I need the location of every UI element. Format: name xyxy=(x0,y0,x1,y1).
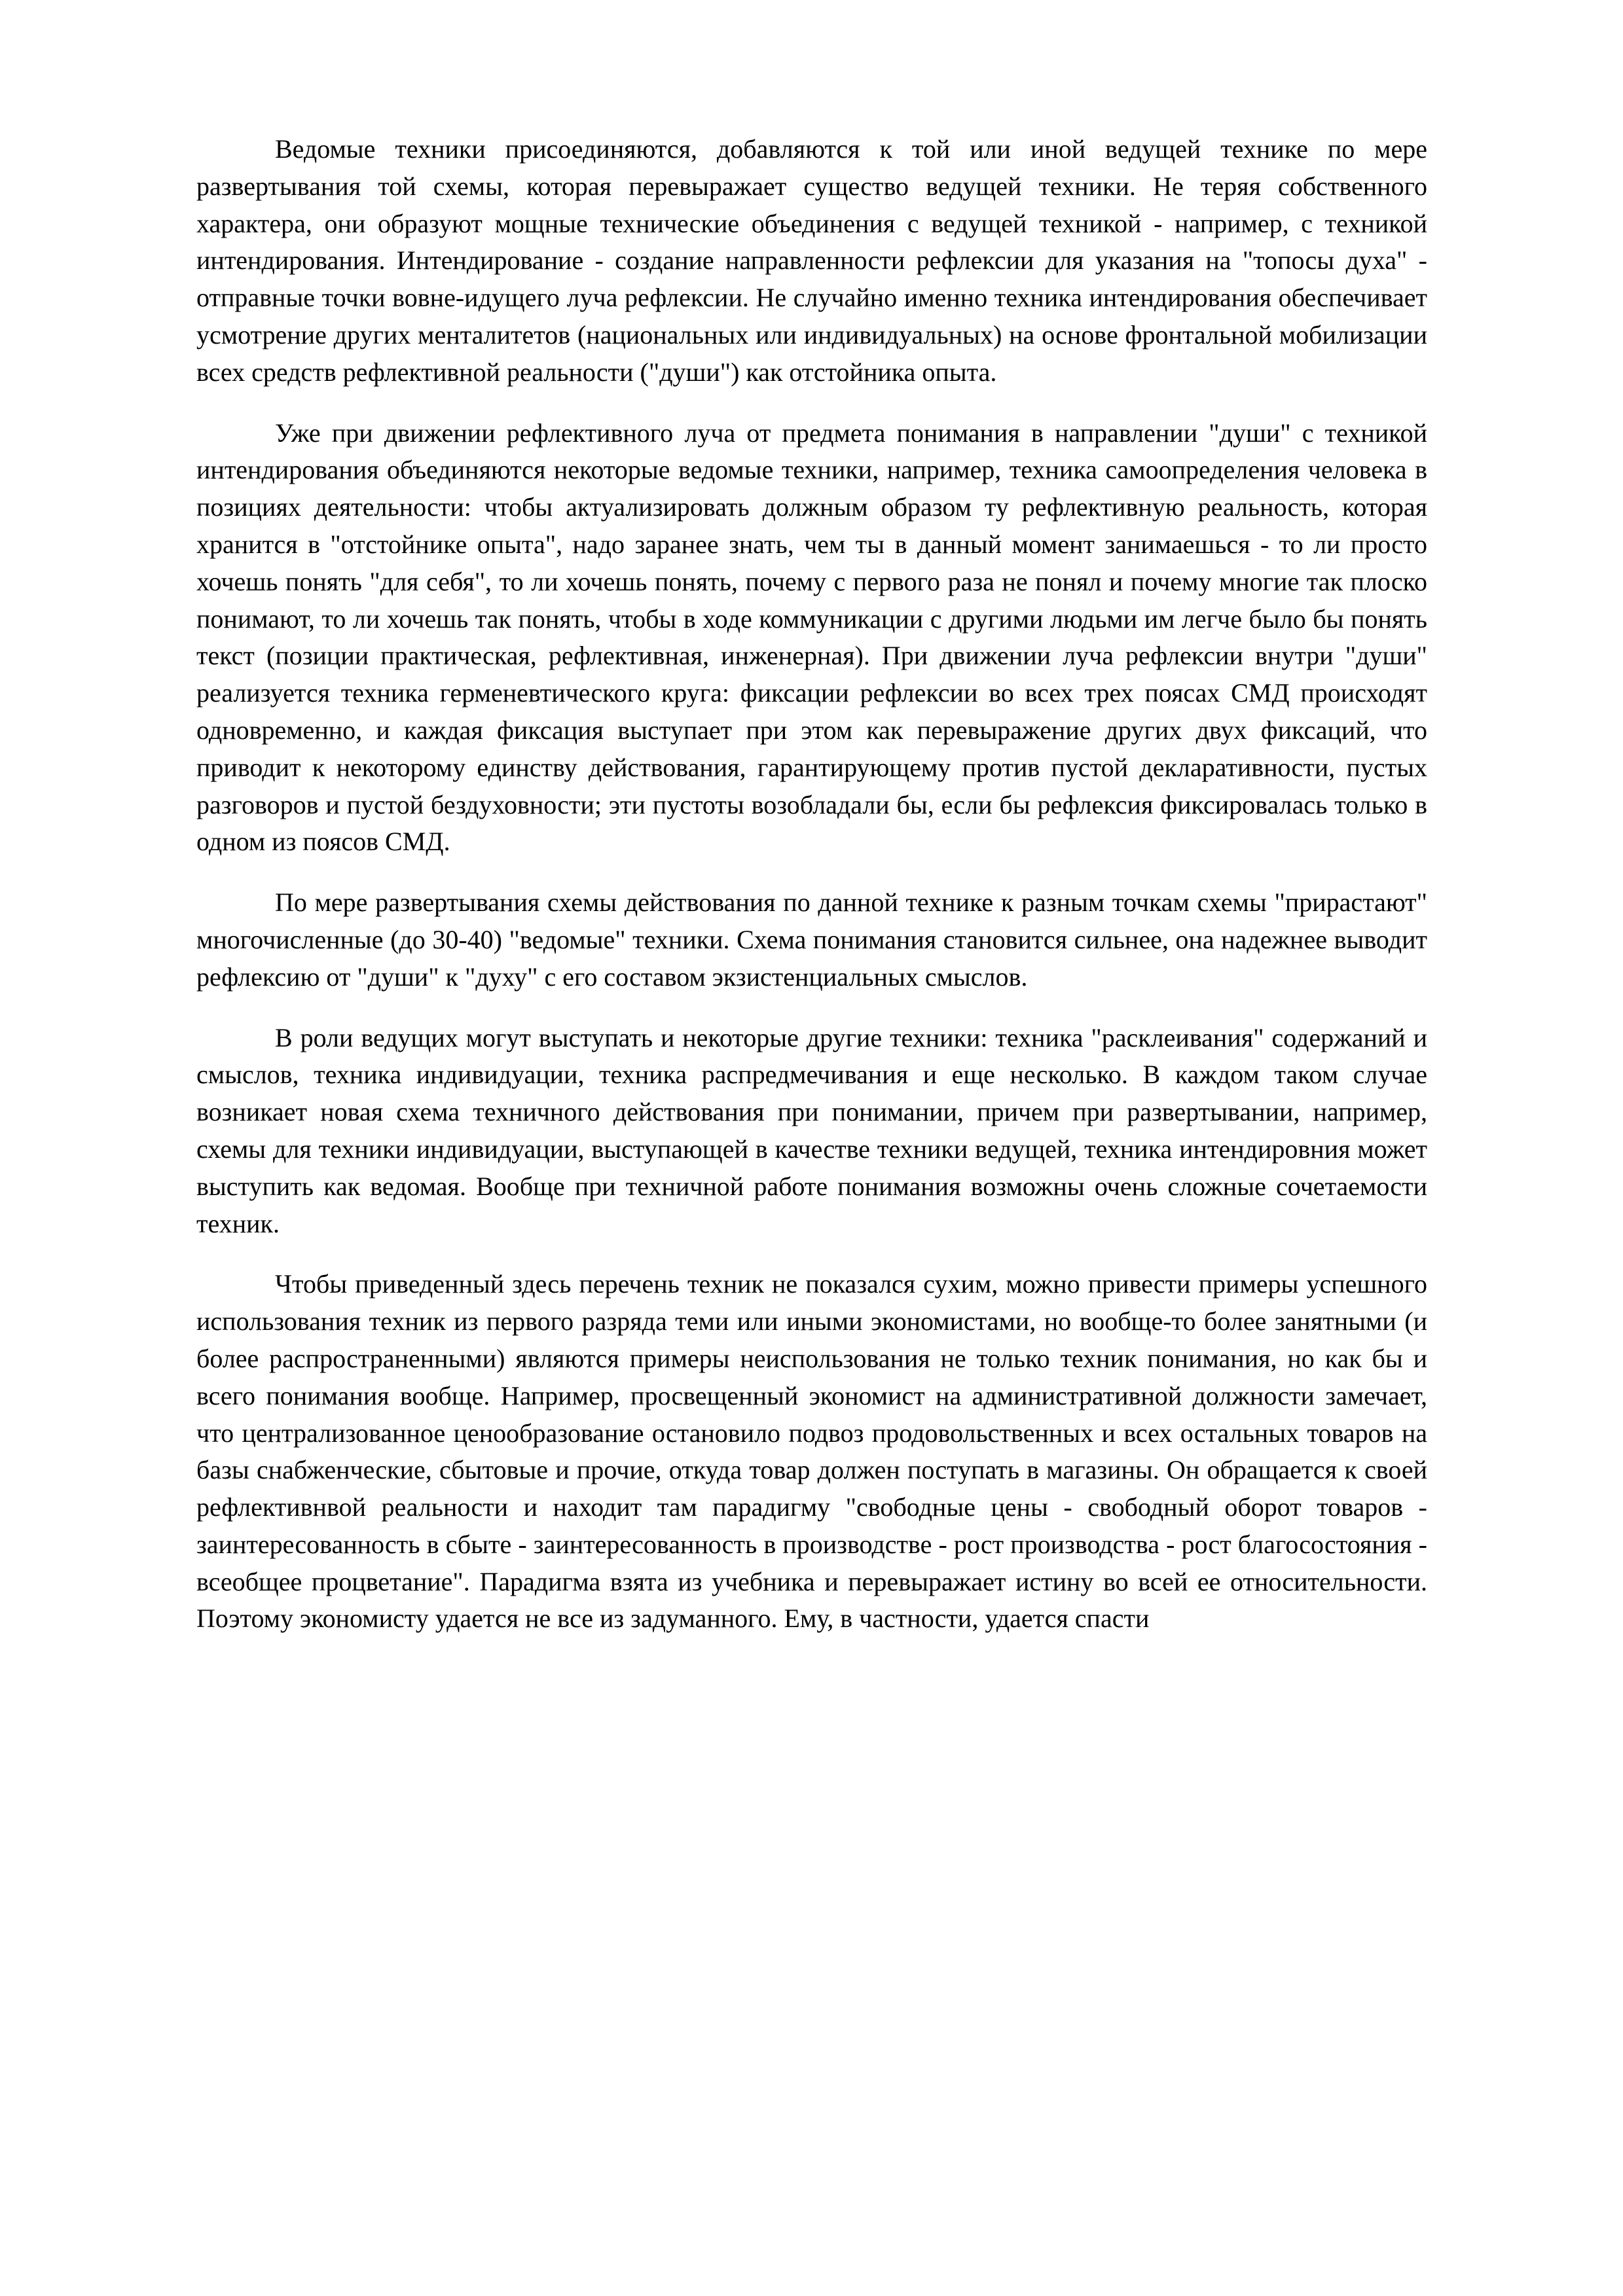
paragraph: Ведомые техники присоединяются, добавляются к той или иной ведущей технике по мере развертывания той схемы, которая перевыражает существо ведущей техники. Не теряя собственного характера, они образуют мощные технические объединения с ведущей техникой - например, с техникой интендирования. Интендирование - создание направленности рефлексии для указания на "топосы духа" - отправные точки вовне-идущего луча рефлексии. Не случайно именно техника интендирования обеспечивает усмотрение других менталитетов (национальных или индивидуальных) на основе фронтальной мобилизации всех средств рефлективной реальности ("души") как отстойника опыта. xyxy=(196,134,1427,387)
paragraph: Уже при движении рефлективного луча от предмета понимания в направлении "души" с техникой интендирования объединяются некоторые ведомые техники, например, техника самоопределения человека в позициях деятельности: чтобы актуализировать должным образом ту рефлективную реальность, которая хранится в "отстойнике опыта", надо заранее знать, чем ты в данный момент занимаешься - то ли просто хочешь понять "для себя", то ли хочешь понять, почему с первого раза не понял и почему многие так плоско понимают, то ли хочешь так понять, чтобы в ходе коммуникации с другими людьми им легче было бы понять текст (позиции практическая, рефлективная, инженерная). При движении луча рефлексии внутри "души" реализуется техника герменевтического круга: фиксации рефлексии во всех трех поясах СМД происходят одновременно, и каждая фиксация выступает при этом как перевыражение других двух фиксаций, что приводит к некоторому единству действования, гарантирующему против пустой декларативности, пустых разговоров и пустой бездуховности; эти пустоты возобладали бы, если бы рефлексия фиксировалась только в одном из поясов СМД. xyxy=(196,418,1427,857)
document-body xyxy=(196,131,1427,1638)
paragraph: В роли ведущих могут выступать и некоторые другие техники: техника "расклеивания" содержаний и смыслов, техника индивидуации, техника распредмечивания и еще несколько. В каждом таком случае возникает новая схема техничного действования при понимании, причем при развертывании, например, схемы для техники индивидуации, выступающей в качестве техники ведущей, техника интендировния может выступить как ведомая. Вообще при техничной работе понимания возможны очень сложные сочетаемости техник. xyxy=(196,1022,1427,1238)
paragraph: По мере развертывания схемы действования по данной технике к разным точкам схемы "прирастают" многочисленные (до 30-40) "ведомые" техники. Схема понимания становится сильнее, она надежнее выводит рефлексию от "души" к "духу" с его составом экзистенциальных смыслов. xyxy=(196,888,1427,992)
paragraph: Чтобы приведенный здесь перечень техник не показался сухим, можно привести примеры успешного использования техник из первого разряда теми или иными экономистами, но вообще-то более занятными (и более распространенными) являются примеры неиспользования не только техник понимания, но как бы и всего понимания вообще. Например, просвещенный экономист на административной должности замечает, что централизованное ценообразование остановило подвоз продовольственных и всех остальных товаров на базы снабженческие, сбытовые и прочие, откуда товар должен поступать в магазины. Он обращается к своей рефлективнвой реальности и находит там парадигму "свободные цены - свободный оборот товаров - заинтересованность в сбыте - заинтересованность в производстве - рост производства - рост благосостояния - всеобщее процветание". Парадигма взята из учебника и перевыражает истину во всей ее относительности. Поэтому экономисту удается не все из задуманного. Ему, в частности, удается спасти xyxy=(196,1269,1427,1634)
